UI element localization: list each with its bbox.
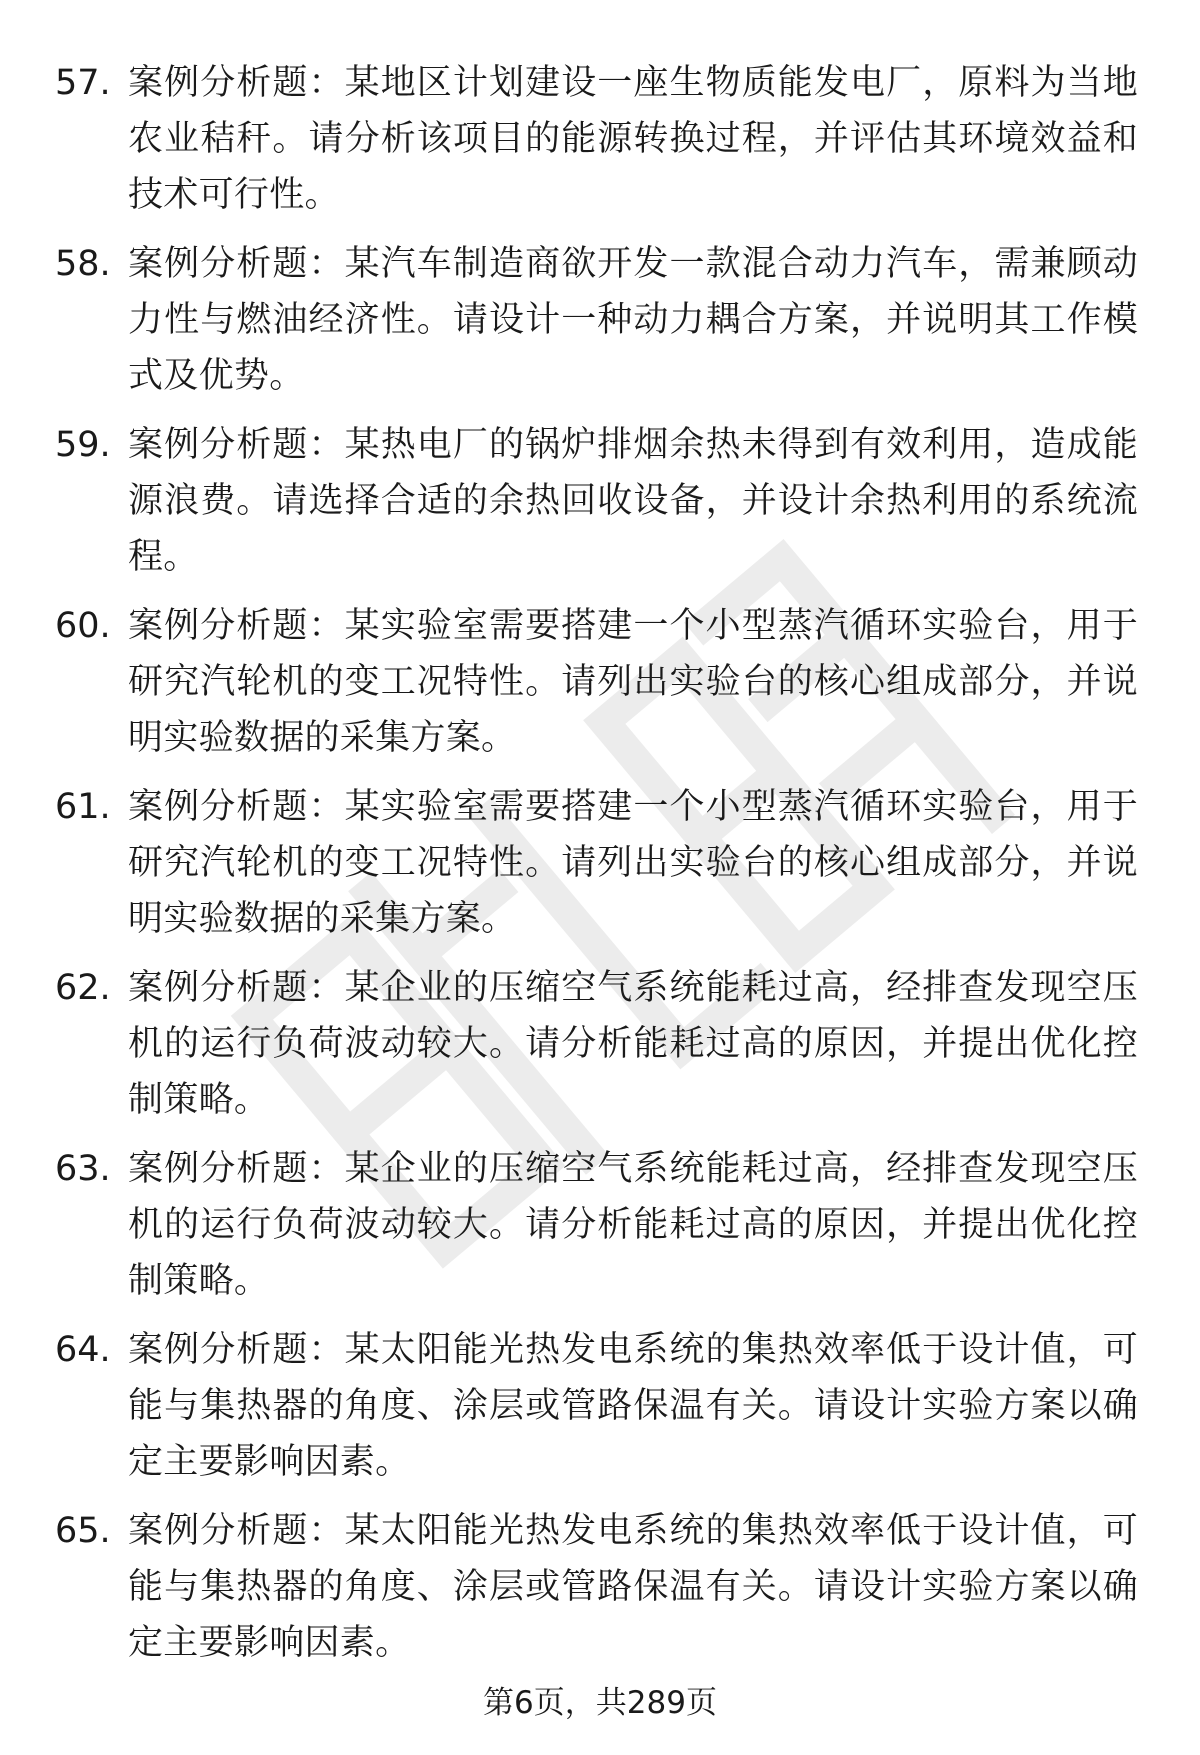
question-number: 65.: [55, 1511, 111, 1551]
question-item: [0, 960, 1200, 1141]
question-number: 63.: [55, 1149, 111, 1189]
question-number: 58.: [55, 244, 111, 284]
question-item: [0, 779, 1200, 960]
question-number: 64.: [55, 1330, 111, 1370]
page-footer: 第6页，共289页: [483, 1685, 717, 1721]
question-item: [0, 598, 1200, 779]
question-text: 案例分析题：某企业的压缩空气系统能耗过高，经排查发现空压机的运行负荷波动较大。请分析能耗过高的原因，并提出优化控制策略。: [128, 968, 1138, 1120]
question-number: 59.: [55, 425, 111, 465]
question-item: [0, 1322, 1200, 1503]
question-number: 57.: [55, 63, 111, 103]
question-list: [0, 55, 1200, 1684]
question-number: 60.: [55, 606, 111, 646]
question-item: [0, 417, 1200, 598]
question-text: 案例分析题：某企业的压缩空气系统能耗过高，经排查发现空压机的运行负荷波动较大。请分析能耗过高的原因，并提出优化控制策略。: [128, 1149, 1138, 1301]
question-text: 案例分析题：某地区计划建设一座生物质能发电厂，原料为当地农业秸秆。请分析该项目的能源转换过程，并评估其环境效益和技术可行性。: [128, 63, 1138, 215]
question-text: 案例分析题：某汽车制造商欲开发一款混合动力汽车，需兼顾动力性与燃油经济性。请设计一种动力耦合方案，并说明其工作模式及优势。: [128, 244, 1138, 396]
question-item: [0, 1503, 1200, 1684]
question-item: [0, 1141, 1200, 1322]
question-text: 案例分析题：某实验室需要搭建一个小型蒸汽循环实验台，用于研究汽轮机的变工况特性。请列出实验台的核心组成部分，并说明实验数据的采集方案。: [128, 606, 1138, 758]
question-text: 案例分析题：某太阳能光热发电系统的集热效率低于设计值，可能与集热器的角度、涂层或管路保温有关。请设计实验方案以确定主要影响因素。: [128, 1330, 1138, 1482]
question-text: 案例分析题：某太阳能光热发电系统的集热效率低于设计值，可能与集热器的角度、涂层或管路保温有关。请设计实验方案以确定主要影响因素。: [128, 1511, 1138, 1663]
question-number: 62.: [55, 968, 111, 1008]
question-number: 61.: [55, 787, 111, 827]
question-text: 案例分析题：某热电厂的锅炉排烟余热未得到有效利用，造成能源浪费。请选择合适的余热回收设备，并设计余热利用的系统流程。: [128, 425, 1138, 577]
question-item: [0, 236, 1200, 417]
question-text: 案例分析题：某实验室需要搭建一个小型蒸汽循环实验台，用于研究汽轮机的变工况特性。请列出实验台的核心组成部分，并说明实验数据的采集方案。: [128, 787, 1138, 939]
question-item: [0, 55, 1200, 236]
